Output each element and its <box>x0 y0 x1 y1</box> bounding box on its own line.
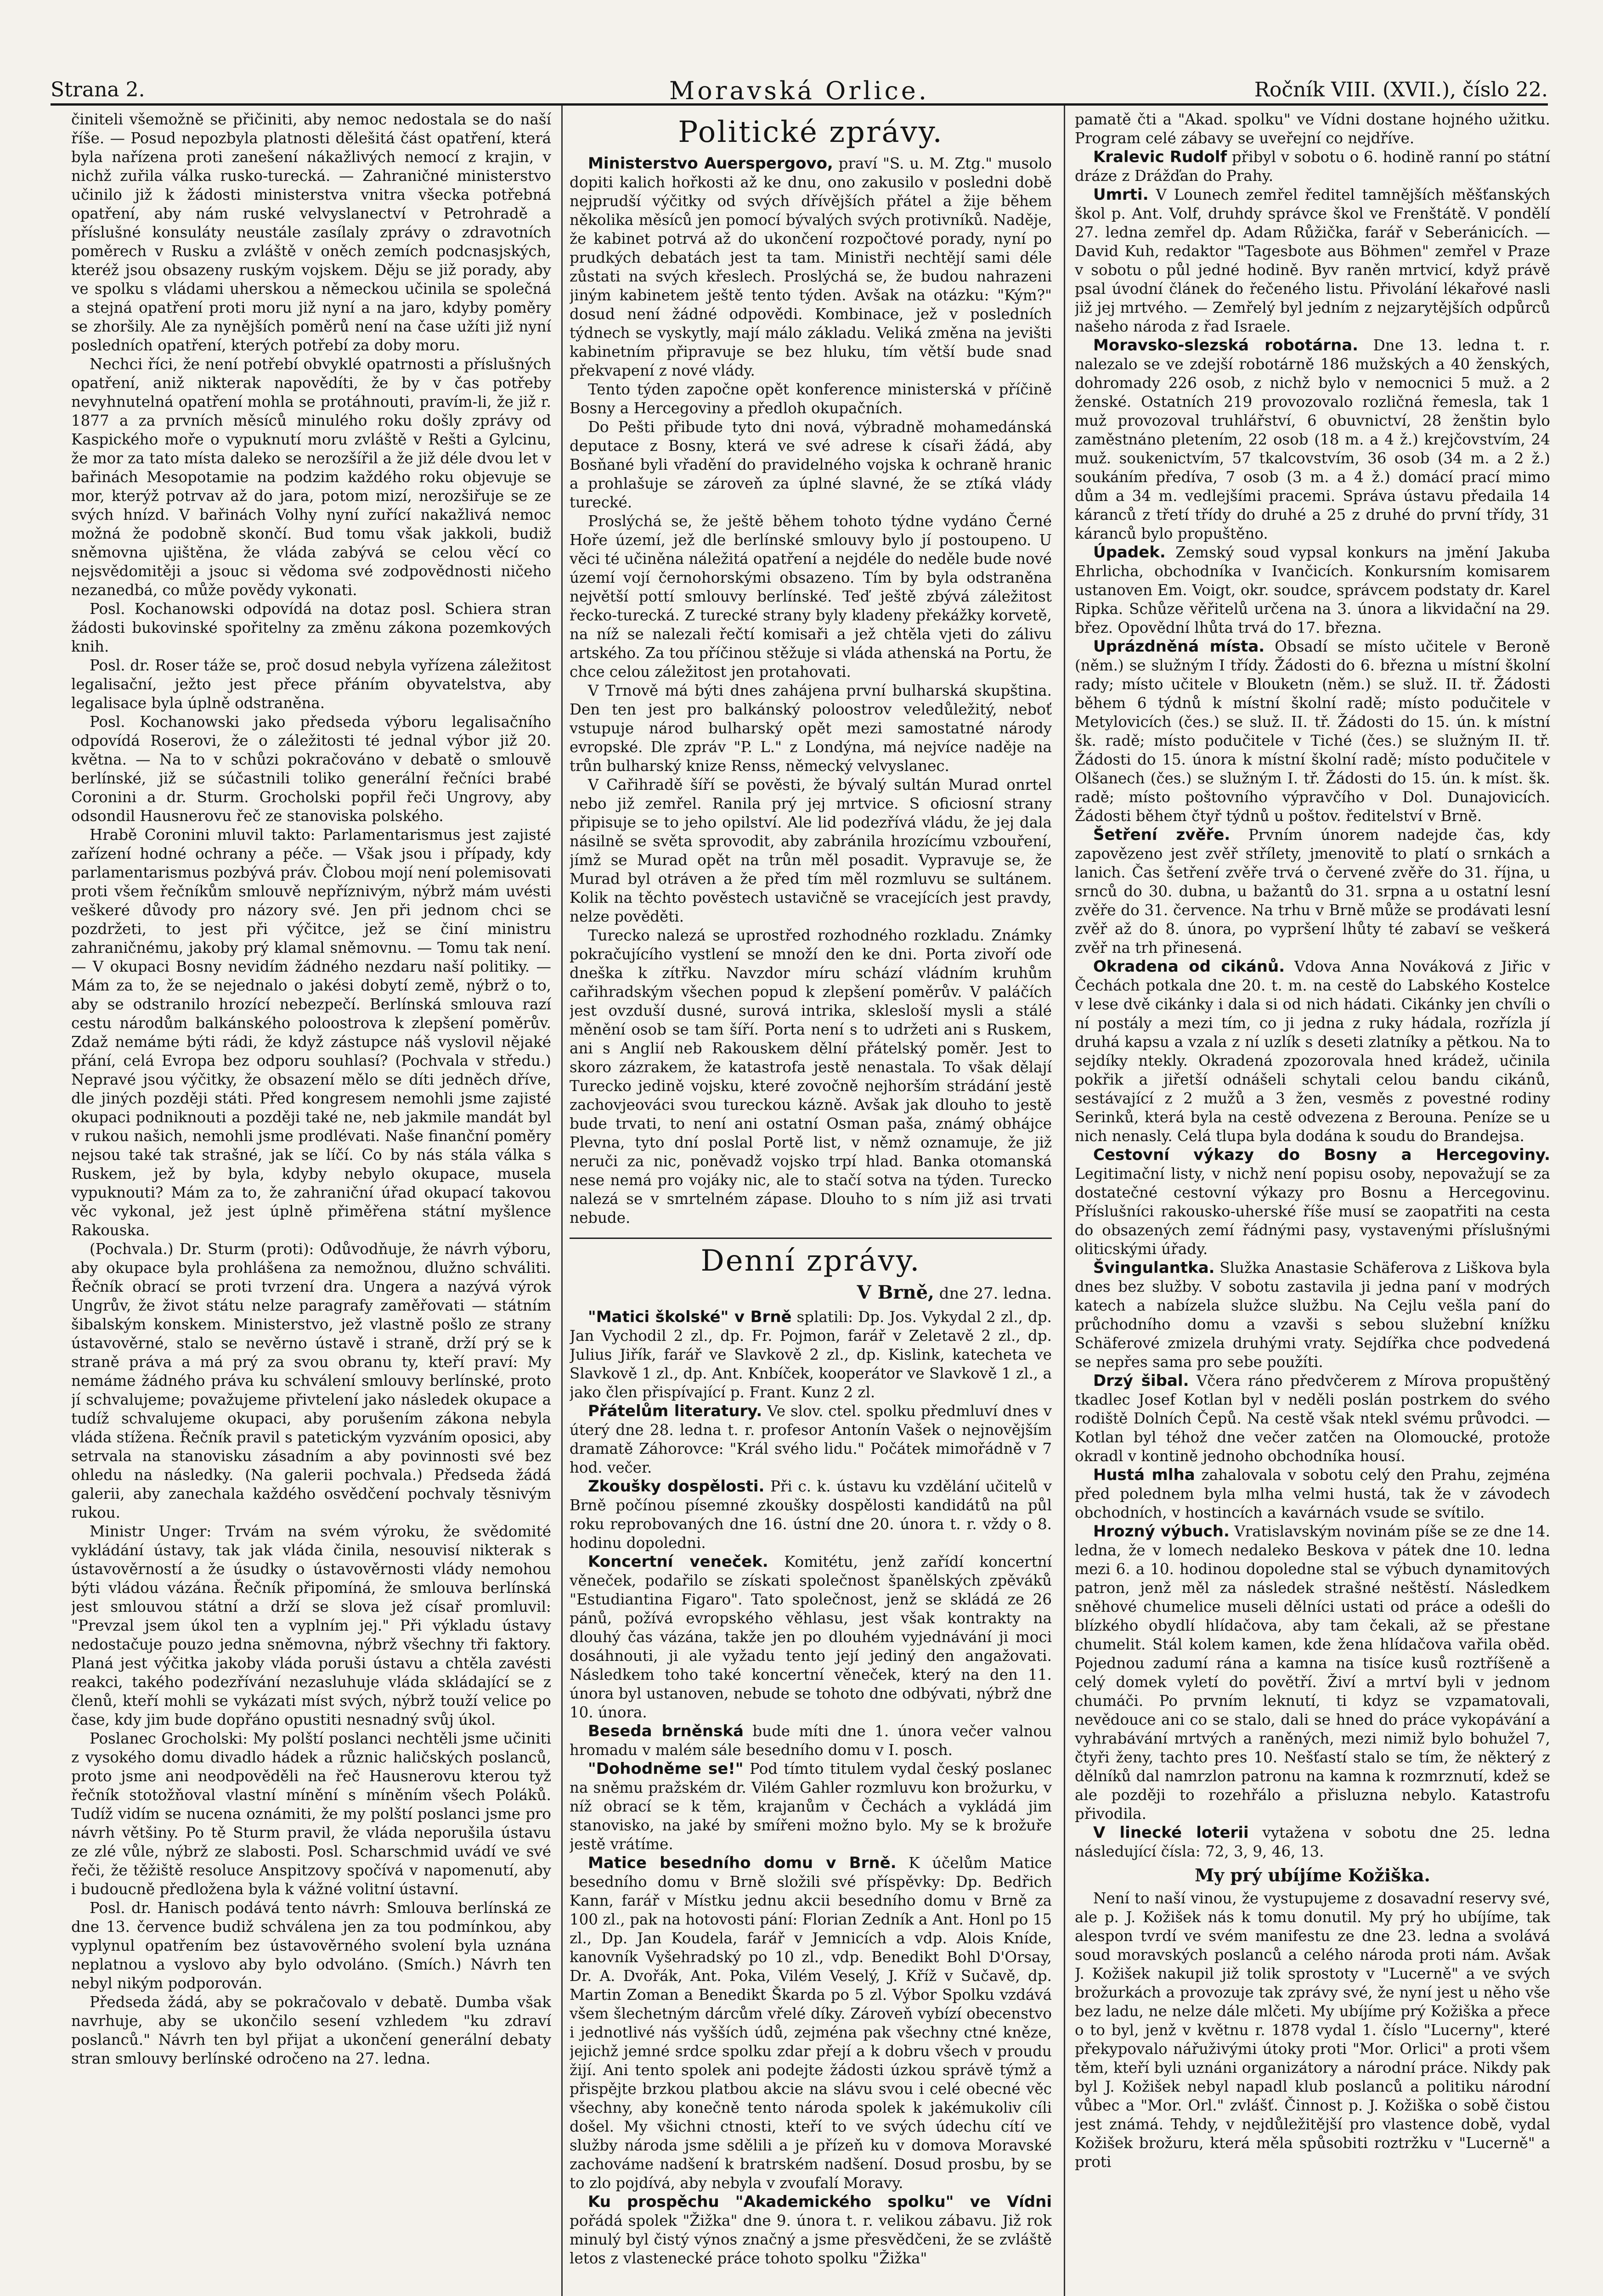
paragraph: Služka Anastasie Schäferova z Liškova byla dnes bez služby. V sobotu zastavila ji jedna paní v modrých katech a nabízela služce službu. Na Cejlu vešla paní do průchodního domu a vzavši s sebou služební knížku Schäferové zmizela druhými vraty. Sejdířka chce podvedená se nepřes sama pro sebe použíti. <box>1075 1259 1550 1371</box>
paragraph: Komitétu, jenž zařídí koncertní věneček, podařilo se získati společnost španělských zpěváků "Estudiantina Figaro". Tato společnost, jenž se skládá ze 26 pánů, požívá evropského věhlasu, jest však kontrakty na dlouhý čas vázána, takže jen po dlouhém vyjednávání ji moci dosáhnouti, ji ale vyžadu tento její jediný den angažovati. Následkem toho také koncertní věneček, který na den 11. února byl ustanoven, nebude se tohoto dne odbývati, nýbrž dne 10. února. <box>570 1553 1052 1721</box>
paragraph: Nechci říci, že není potřebí obvyklé opatrnosti a příslušných opatření, aniž nikterak napovědíti, že by v čas potřeby nevyhnutelná opatření mohla se protáhnouti, pravím-li, že již r. 1877 a za prvních měsíců minulého roku došly zprávy od Kaspického moře o vypuknutí moru zvláště v Rešti a Gylcinu, že mor za tato místa daleko se nerozšířil a že již déle dvou let v bařinách Mesopotamie na podzim každého roku objevuje se mor, kterýž potrvav až do jara, potom mizí, nerozšiřuje se ze svých hnízd. V bařinách Volhy nyní zuřící nakažlivá nemoc možná že podobně skončí. Bud tomu však jakkoli, budiž sněmovna ujištěna, že vláda zabývá se celou věcí co nejsvědomitěji a jsouc si vědoma své zodpovědnosti ničeho nezanedbá, co může povědy vykonati. <box>71 355 551 599</box>
dateline <box>570 1283 1052 1303</box>
column-1 <box>71 110 551 2296</box>
item-heading: Uprázdněná místa. <box>1093 637 1265 656</box>
paragraph: pamatě čti a "Akad. spolku" ve Vídni dostane hojného užitku. Program celé zábavy se uveřejní co nejdříve. <box>1075 111 1550 147</box>
dateline-place: V Brně, <box>857 1282 934 1303</box>
item-heading: Zkoušky dospělosti. <box>588 1477 765 1496</box>
item-heading: Švingulantka. <box>1093 1259 1215 1277</box>
paragraph: K účelům Matice besedního domu v Brně složili své příspěvky: Dp. Bedřich Kann, farář v Místku jednu akcii besedního domu v Brně za 100 zl., pak na hotovosti pání: Florian Zedník a Ant. Honl po 15 zl., Dp. Jan Koudela, farář v Jemnicích a vdp. Alois Kníde, kanovník Vyšehradský po 10 zl., vdp. Benedikt Bohl D'Orsay, Dr. A. Dvořák, Ant. Poka, Vilém Veselý, J. Kříž v Sučavě, dp. Martin Zoman a Benedikt Škarda po 5 zl. Výbor Spolku vzdává všem šlechetným dárcům vřelé díky. Zároveň vybízí obecenstvo i jednotlivé nás vyšších údů, zejména pak všechny ctné kněze, jejichž jemné srdce spolku zdar přejí a k dobru všech v proudu žijí. Ani tento spolek ani podejte žádosti úzkou správě týmž a přispějte brzkou platbou akcie na slávu svou i celé obecné věc všechny, aby konečně tento národa spolek k jakémukoliv cíli došel. My všichni ctnosti, kteří to ve svých údechu cítí ve služby národa jsme sdělili a je přízeň ku v domova Moravské zachováme nadšení k bratrském nadšení. Dosud prosbu, by se to zlo pojdívá, aby nebyla v zvoufalí Moravy. <box>570 1854 1052 2192</box>
paragraph: Předseda žádá, aby se pokračovalo v debatě. Dumba však navrhuje, aby se ukončilo sesení vzhledem "ku zdraví poslanců." Návrh ten byl přijat a ukončení generální debaty stran smlouvy berlínské odročeno na 27. ledna. <box>71 1993 551 2067</box>
paragraph: Legitimační listy, v nichž není popisu osoby, nepovažují se za dostatečné cestovní výkazy pro Bosnu a Hercegovinu. Příslušníci rakousko-uherské říše musí se zaopatřiti na cesta do obsazených zemí řádnými pasy, vystavenými příslušnými oliticskými úřady. <box>1075 1165 1550 1258</box>
item-heading: Moravsko-slezská robotárna. <box>1093 336 1359 355</box>
paragraph: V Cařihradě šíří se pověsti, že bývalý sultán Murad onrtel nebo již zemřel. Ranila prý jej mrtvice. S oficiosní strany připisuje se to jeho opilství. Ale lid podezřívá vládu, že jej dala násilně se světa sprovodit, aby zabránila hrozícímu vzbouření, jímž se Murad opět na trůn měl posadit. Vypravuje se, že Murad byl otráven a že před tím měl rozmluvu se sultánem. Kolik na těchto pověstech ustavičně se vracejících jest pravdy, nelze pověděti. <box>570 776 1052 925</box>
paragraph: Posl. Kochanowski odpovídá na dotaz posl. Schiera stran žádosti bukovinské spořitelny za změnu zákona pozemkových knih. <box>71 600 551 655</box>
paragraph: praví "S. u. M. Ztg." musolo dopiti kalich hořkosti až ke dnu, ono zakusilo v posledni době nejprudší výčitky od svých dřívějších přátel a žije během několika měsíců jen pomocí bývalých svých protivníků. Naděje, že kabinet potrvá až do ukončení rozpočtové porady, nyní po prudkých debatách jest ta tam. Ministři nechtějí sami déle zůstati na svých křeslech. Proslýchá se, že budou nahrazeni jiným kabinetem ještě tento týden. Avšak na otázku: "Kým?" dosud není žádné odpovědi. Kombinace, jež v posledních týdnech se vyskytly, mají málo základu. Veliká změna na jevišti kabinetním připravuje se bez hluku, tím větší bude snad překvapení z nové vlády. <box>570 155 1052 379</box>
dateline-date: dne 27. ledna. <box>939 1284 1052 1303</box>
paragraph: vytažena v sobotu dne 25. ledna následující čísla: 72, 3, 9, 46, 13. <box>1075 1824 1550 1860</box>
newspaper-title: Moravská Orlice. <box>669 76 930 105</box>
paragraph: Tento týden započne opět konference ministerská v příčině Bosny a Hercegoviny a předloh okupačních. <box>570 381 1052 417</box>
paragraph: Poslanec Grocholski: My polští poslanci nechtěli jsme učiniti z vysokého domu divadlo hádek a různic haličských poslanců, proto jsme ani neodpověděli na řeč Hausnerovu kterou tyž řečník stotožňoval vlastní mínění s míněním všech Poláků. Tudíž vidím se nucena oznámiti, že my polští poslanci jsme pro návrh většiny. Po tě Sturm pravil, že vláda neporušila ústavu ze zlé vůle, nýbrž ze slabosti. Posl. Scharschmid uvádí ve své řeči, že těžiště resoluce Anspitzovy spočívá v napomenutí, aby i budoucně předložena byla k vážné volitní ústavní. <box>71 1730 551 1898</box>
paragraph: Posl. dr. Hanisch podává tento návrh: Smlouva berlínská ze dne 13. července budiž schválena jen za tou podmínkou, aby vyplynul opatřením bez ústavověrného svolení byla uznána neplatnou a vyslovo aby bylo odvoláno. (Smích.) Návrh ten nebyl nikým podporován. <box>71 1899 551 1992</box>
item-heading: Ku prospěchu "Akademického spolku" ve Vídni <box>588 2193 1052 2211</box>
item-heading: Matice besedního domu v Brně. <box>588 1854 897 1872</box>
item-heading: Přátelům literatury. <box>588 1402 762 1420</box>
paragraph: Do Pešti přibude tyto dni nová, výbradně mohamedánská deputace z Bosny, která ve své adrese k císaři žádá, aby Bosňané byli vřadění do pravidelného vojska k ochraně hranic a prohlašuje se zároveň za úplné slavné, že se ztíká vlády turecké. <box>570 418 1052 511</box>
paragraph: Prvním únorem nadejde čas, kdy zapovězeno jest zvěř střílety, jmenovitě to platí o srnkách a lanich. Čas šetření zvěře trvá o červené zvěře do 31. října, u srnců do 30. dubna, u bažantů do 31. srpna a u ostatní lesní zvěře do 31. července. Na trhu v Brně může se prodávati lesní zvěř až do 8. února, po vypršení lhůty té zabaví se veškerá zvěř na trh přinesená. <box>1075 826 1550 957</box>
item-heading: Hustá mlha <box>1093 1466 1195 1484</box>
item-heading: Šetření zvěře. <box>1093 826 1230 844</box>
item-heading: Kralevic Rudolf <box>1093 148 1227 166</box>
paragraph: Vdova Anna Nováková z Jiřic v Čechách potkala dne 20. t. m. na cestě do Labského Kostelce v lese dvě cikánky i dala si od nich hádati. Cikánky jen chvíli o ní postály a mezi tím, co ji jedna z ruky hádala, rozřízla jí druhá kapsu a vzala z ní uzlík s deseti zlatníky a pětkou. Na to sejdíky ntekly. Okradená zpozorovala hned krádež, učinila pokřik a jiřetší odnášeli schytali celou bandu cikánů, sestávající z 2 mužů a 3 žen, vesměs z povestné rodiny Serinků, která byla na cestě odvezena z Berouna. Peníze se u nich nenasly. Celá tlupa byla dodána k soudu do Brandejsa. <box>1075 958 1550 1145</box>
paragraph: splatili: Dp. Jos. Vykydal 2 zl., dp. Jan Vychodil 2 zl., dp. Fr. Pojmon, farář v Zeletavě 2 zl., dp. Julius Jiřík, farář ve Slavkově 2 zl., dp. Kislink, katecheta ve Slavkově 1 zl., dp. Ant. Knbíček, kooperátor ve Slavkově 1 zl., a jako člen přispívající p. Frant. Kunz 2 zl. <box>570 1308 1052 1401</box>
page-number: Strana 2. <box>51 78 145 101</box>
paragraph: Dne 13. ledna t. r. nalezalo se ve zdejší robotárně 186 mužských a 40 ženských, dohromady 226 osob, z nichž bylo v nemocnici 5 muž. a 2 ženské. Ostatních 219 provozovalo rozličná řemesla, tak 1 muž provozoval truhlářství, 6 obuvnictví, 28 ženštin bylo zaměstnáno pletením, 22 osob (18 m. a 4 ž.) krejčovstvím, 24 muž. soukenictvím, 57 tkalcovstvím, 36 osob (34 m. a 2 ž.) soukáním předíva, 7 osob (3 m. a 4 ž.) domácí prací mimo dům a 34 m. vedlejšími pracemi. Správa ústavu předaila 14 káranců z třetí třídy do druhé a 25 z druhé do první třídy, 31 káranců bylo propuštěno. <box>1075 337 1550 542</box>
item-heading: Okradena od cikánů. <box>1093 957 1285 976</box>
paragraph: Posl. dr. Roser táže se, proč dosud nebyla vyřízena záležitost legalisační, ježto jest přece přáním obyvatelstva, aby legalisace byla úplně odstraněna. <box>71 657 551 712</box>
paragraph: V Lounech zemřel ředitel tamnějších měšťanských škol p. Ant. Volf, druhdy správce škol ve Frenštátě. V pondělí 27. ledna zemřel dp. Adam Růžička, farář v Seberánicích. — David Kuh, redaktor "Tagesbote aus Böhmen" zemřel v Praze v sobotu o půl jedné hodině. Byv raněn mrtvicí, když právě psal úvodní článek do řečeného listu. Přivolání lékařové nasli již jej mrtvého. — Zemřelý byl jedním z nejzarytějších odpůrců našeho národa z řad Israele. <box>1075 186 1550 335</box>
paragraph: bude míti dne 1. února večer valnou hromadu v malém sále besedního domu v I. posch. <box>570 1722 1052 1759</box>
paragraph: přibyl v sobotu o 6. hodině ranní po státní dráze z Drážďan do Prahy. <box>1075 148 1550 185</box>
item-heading: Ministerstvo Auerspergovo, <box>588 154 833 173</box>
item-heading-centered: My prý ubíjíme Kožiška. <box>1195 1865 1430 1885</box>
paragraph: Není to naší vinou, že vystupujeme z dosavadní reservy své, ale p. J. Kožišek nás k tomu donutil. My prý ho ubíjíme, tak alespon tvrdí ve svém manifestu ze dne 23. ledna a svolává soud moravských poslanců a celého národa proti nám. Avšak J. Kožišek nakupil již tolik sprostoty v "Lucerně" a ve svých brožurkách a provozuje tak zprávy své, že nyní jest u něho vše bez ladu, ne nelze dále mlčeti. My ubíjíme prý Kožiška a přece o to byl, jenž v květnu r. 1878 vydal 1. číslo "Lucerny", které překypovalo nářuživými útoky proti "Mor. Orlici" a proti všem těm, kteří byli uznáni organizátory a národní práce. Nikdy pak byl J. Kožišek nebyl napadl klub poslanců a politiku národní vůbec a "Mor. Orl." zvlášť. Činnost p. J. Kožiška o sobě čistou jest známá. Tehdy, v nejdůležitější pro vlastence době, vydal Kožišek brožuru, která měla spůsobiti roztržku v "Lucerně" a proti <box>1075 1890 1550 2171</box>
item-heading: V linecké loterii <box>1093 1823 1249 1842</box>
paragraph: Včera ráno předvčerem z Mírova propuštěný tkadlec Josef Kotlan byl v neděli poslán postrkem do svého rodiště Dolních Čepů. Na cestě však ntekl svému průvodci. — Kotlan byl téhož dne večer zatčen na Olomoucké, protože okradl v kontině jednoho obchodníka housí. <box>1075 1372 1550 1465</box>
column-divider-2 <box>1064 106 1065 2296</box>
item-heading: Hrozný výbuch. <box>1093 1522 1230 1541</box>
item-heading: Beseda brněnská <box>588 1722 744 1740</box>
section-heading-daily: Denní zprávy. <box>700 1244 921 1278</box>
item-heading: Koncertní veneček. <box>588 1553 768 1571</box>
paragraph: zahalovala v sobotu celý den Prahu, zejména před polednem byla mlha velmi hustá, tak že v závodech obchodních, v hostincích a kavárnách vsude se svítilo. <box>1075 1466 1550 1521</box>
paragraph: Vratislavským novinám píše se ze dne 14. ledna, že v lomech nedaleko Beskova v pátek dne 10. ledna mezi 6. a 10. hodinou dopoledne stal se výbuch dynamitových patron, jenž měl za následek strašné neštěstí. Následkem sněhové chumelice museli dělníci ustati od práce a odešli do blízkého obydlí hlídačova, aby tam čekali, až se přestane chumelit. Stál kolem kamen, kde žena hlídačova vařila oběd. Pojednou zadumí rána a kamna na tisíce kusů roztříšeně a celý domek vyletí do povětří. Živí a mrtví byli v jednom chumáči. Po prvním leknutí, ti kdyz se vzpamatovali, nevědouce ani co se stalo, dali se hned do práce vykopávání a vyhrabávání mrtvých a raněných, mezi nimiž bylo bohužel 7, čtyři ženy, tachto pres 10. Nešťastí stalo se tím, že některý z dělníků dal namrzlon patronu na kamna k rozmrznutí, kdež se ale později to rozehřálo a přisluzna nebylo. Katastrofu přivodila. <box>1075 1523 1550 1823</box>
item-heading: Umrti. <box>1093 186 1149 204</box>
paragraph: Pod tímto titulem vydal český poslanec na sněmu pražském dr. Vilém Gahler rozmluvu kon brožurku, v níž obrací se k těm, krajanům v Čechách a vykládá jim stanovisko, na jaké by smířeni možno bylo. My se k brožuře jestě vrátíme. <box>570 1760 1052 1853</box>
paragraph: V Trnově má býti dnes zahájena první bulharská skupština. Den ten jest pro balkánský poloostrov veledůležitý, neboť vstupuje národ bulharský opět mezi samostatné národy evropské. Dle zpráv "P. L." z Londýna, má nejvíce naděje na trůn bulharský knize Renss, německý velvyslanec. <box>570 682 1052 775</box>
paragraph: Ve slov. ctel. spolku předmluví dnes v úterý dne 28. ledna t. r. profesor Antonín Vašek o nejnovějším dramatě Záhorovce: "Král svého lidu." Počátek mimořádně v 7 hod. večer. <box>570 1402 1052 1476</box>
column-3 <box>1075 110 1550 2296</box>
paragraph: Ministr Unger: Trvám na svém výroku, že svědomité vykládání ústavy, tak jak vláda činila, nesouvisí nikterak s ústavověrností a že úsudky o ústavověrnosti vlády nemohou býti vládou vázána. Řečník připomíná, že smlouva berlínská jest smlouvou státní a drží se slova jež císař promluvil: "Prevzal jsem úkol ten a vyplním jej." Při výkladu ústavy nedostačuje pouzo jedna sněmovna, nýbrž všechny tři faktory. Planá jest výčitka jakoby vláda poruši ústavu a chtěla zavésti reakci, takého podezřívání nezasluhuje vláda skládající se z členů, kteří mohli se vykázati míst svých, nýbrž touží velice po čase, kdy jim bude dopřáno opustiti nesnadný svůj úkol. <box>71 1523 551 1728</box>
paragraph: Zemský soud vypsal konkurs na jmění Jakuba Ehrlicha, obchodníka v Ivančicích. Konkursním komisarem ustanoven Em. Voigt, okr. soudce, správcem podstaty dr. Karel Ripka. Schůze věřitelů určena na 3. února a likvidační na 29. břez. Opovědní lhůta trvá do 17. března. <box>1075 544 1550 636</box>
section-divider <box>570 1238 1052 1239</box>
section-heading-politics: Politické zprávy. <box>678 115 943 149</box>
header-rule <box>51 103 1548 106</box>
paragraph: Hrabě Coronini mluvil takto: Parlamentarismus jest zajisté zařízení hodné ochrany a péče. — Však jsou i případy, kdy parlamentarismus pozbývá práv. Člobou mojí není polemisovati proti všem řečníkům smlouvě nepříznivým, nýbrž mám uvésti veškeré důvody pro názory své. Jen při jednom chci se pozdržeti, to jest při výčitce, jež se činí ministru zahraničnému, jakoby prý klamal sněmovnu. — Tomu tak není. — V okupaci Bosny nevidím žádného nezdaru naší politiky. — Mám za to, že se nejednalo o jakési dobytí země, nýbrž o to, aby se odstranilo hrozící nebezpečí. Berlínská smlouva razí cestu národům balkánského poloostrova k zlepšení poměrův. Zdaž nemáme býti rádi, že když zástupce náš vyslovil nějaké přání, celá Evropa bez odporu souhlasí? (Pochvala v středu.) Nepravé jsou výčitky, že obsazení mělo se díti jedněch dříve, dle jiných později státi. Před kongresem nemohli jsme zajisté okupaci podniknouti a později také ne, neb jakmile mandát byl v rukou našich, nemohli jsme prodlévati. Naše finanční poměry nejsou také tak strašné, jak se líčí. Co by nás stála válka s Ruskem, jež by byla, kdyby nebylo okupace, musela vypuknouti? Mám za to, že zahraniční úřad okupací takovou věc vykonal, jež jest úplně přiměřena státní myšlence Rakouska. <box>71 826 551 1239</box>
column-2 <box>570 110 1052 2296</box>
page-header <box>51 73 1548 106</box>
item-heading: "Matici školské" v Brně <box>588 1308 792 1326</box>
item-heading: Drzý šibal. <box>1093 1372 1189 1390</box>
column-divider-1 <box>561 106 563 2296</box>
paragraph: činiteli všemožně se přičiniti, aby nemoc nedostala se do naší říše. — Posud nepozbyla platnosti dělešitá část opatření, která byla nařízena proti zanešení nákažlivých nemocí z krajin, v nichž zuřila válka rusko-turecká. — Zahraničné ministerstvo učinilo již k žádosti ministerstva vnitra všecka potřebná opatření, aby nám ruské velvyslanectví v Petrohradě a příslušné konsuláty neustále zasílaly zprávy o zdravotních poměrech v Rusku a zvláště v oněch zemích podcnasjských, kteréž jsou obsazeny ruským vojskem. Děju se již porady, aby ve spolku s vládami uherskou a německou učinila se společná a stejná opatření proti moru již nyní a na jaro, kdyby poměry se zhoršily. Ale za nynějších poměrů není na čase užíti již nyní posledních opatření, kterých potřebí za doby moru. <box>71 111 551 354</box>
paragraph: Turecko nalezá se uprostřed rozhodného rozkladu. Známky pokračujícího vystlení se množí den ke dni. Porta zivoří ode dneška k zítřku. Navzdor míru schází vládním kruhům cařihradským všechen popud k zlepšení poměrův. V paláčích jest ovzduší dusné, surová intrika, sklesloší mysli a stálé měnění osob se tam šíří. Porta není s to udržeti ani s Ruskem, ani s Anglií neb Rakouskem dělní přátelský poměr. Jest to skoro zázrakem, že katastrofa jestě nenastala. To však dělají Turecko jedině vojsku, které zovočně nejhorším strádání jestě zachovjeováci svou tureckou kázně. Avšak jak dlouho to jestě bude trvati, to není ani ostatní Osman paša, známý obhájce Plevna, tyto dní poslal Portě list, v němž oznamuje, že již neruči za nic, poněvadž vojsko trpí hlad. Banka otomanská nese nemá pro vojáky nic, ale to stačí sotva na týden. Turecko nalezá se v smrtelném zápase. Dlouho to s ním již asi trvati nebude. <box>570 927 1052 1227</box>
paragraph: Obsadí se místo učitele v Beroně (něm.) se služným I třídy. Žádosti do 6. března u místní školní rady; místo učitele v Blouketn (něm.) se služ. II. tř. Žádosti během 6 týdnů k místní školní radě; místo podučitele v Metylovicích (čes.) se služ. II. tř. Žádosti do 15. ún. k místní šk. radě; místo podučitele v Tiché (čes.) se služným II. tř. Žádosti do 15. února k místní školní radě; místo podučitele v Olšanech (čes.) se služným I. tř. Žádosti do 15. ún. k míst. šk. radě; místo poštovního výpravčího v Dol. Dunajovicích. Žádosti během čtyř týdnů u poštov. ředitelství v Brně. <box>1075 638 1550 825</box>
paragraph: Proslýchá se, že ještě během tohoto týdne vydáno Černé Hoře území, jež dle berlínské smlouvy bylo jí postoupeno. U věci té učiněna náležitá opatření a nejdéle do neděle bude nové území vojí černohorskými obsazeno. Tím by byla odstraněna největší pottí smlouvy berlínské. Teď ještě zbývá záležitost řecko-turecká. Z turecké strany byly kladeny překážky korvetě, na níž se nalezali řečtí komisaři a jež chtěla vjeti do zálivu artského. Za tou příčinou stěžuje si vláda athenská na Portu, že chce celou záležitost jen protahovati. <box>570 512 1052 681</box>
issue-number: Ročník VIII. (XVII.), číslo 22. <box>1254 78 1548 101</box>
item-heading: "Dohodněme se!" <box>588 1760 744 1778</box>
paragraph: Při c. k. ústavu ku vzdělání učitelů v Brně počínou písemné zkoušky dospělosti kandidátů na půl roku reprobovaných dne 16. ústní dne 20. února t. r. vždy o 8. hodinu dopoledni. <box>570 1478 1052 1552</box>
item-heading: Cestovní výkazy do Bosny a Hercegoviny. <box>1093 1146 1550 1164</box>
paragraph: (Pochvala.) Dr. Sturm (proti): Odůvodňuje, že návrh výboru, aby okupace byla prohlášena za nemožnou, dlužno schváliti. Řečník obrací se proti tvrzení dra. Ungera a nazývá výrok Ungrův, že život státu nelze paragrafy zaměřovati — státním šibalským konskem. Ministerstvo, jež vlastně pošlo ze strany ústavověrné, stalo se nevěrno ústavě i straně, drží prý se k straně práva a má prý za svou obranu ty, kteří praví: My nemáme žádného práva ku schválení smlouvy berlínské, proto jí schvalujeme; považujeme přivtelení jako následek okupace a tudíž schvalujeme okupaci, aby porušením zákona nebyla vláda stížena. Řečník pravil s patetickým vyzváním oposici, aby setrvala na stanovisku zásadním a aby povinnosti své bez ohledu na následky. (Na galerii pochvala.) Předseda žádá galerii, aby zanechala každého osvědčení pochvaly těsnivým rukou. <box>71 1240 551 1521</box>
paragraph: pořádá spolek "Žižka" dne 9. února t. r. velikou zábavu. Již rok minulý byl čistý výnos značný a jsme přesvědčeni, že se zvláště letos z vlastenecké práce tohoto spolku "Žižka" <box>570 2212 1052 2267</box>
item-heading: Úpadek. <box>1093 543 1166 562</box>
paragraph: Posl. Kochanowski jako předseda výboru legalisačního odpovídá Roserovi, že o záležitosti té jednal výbor již 20. května. — Na to v schůzi pokračováno v debatě o smlouvě berlínské, již se súčastnili toliko generální řečníci brabé Coronini a dr. Sturm. Grocholski popřil řeči Ungrovy, aby odsondil Hausnerovu řeč ze stanoviska polského. <box>71 713 551 825</box>
